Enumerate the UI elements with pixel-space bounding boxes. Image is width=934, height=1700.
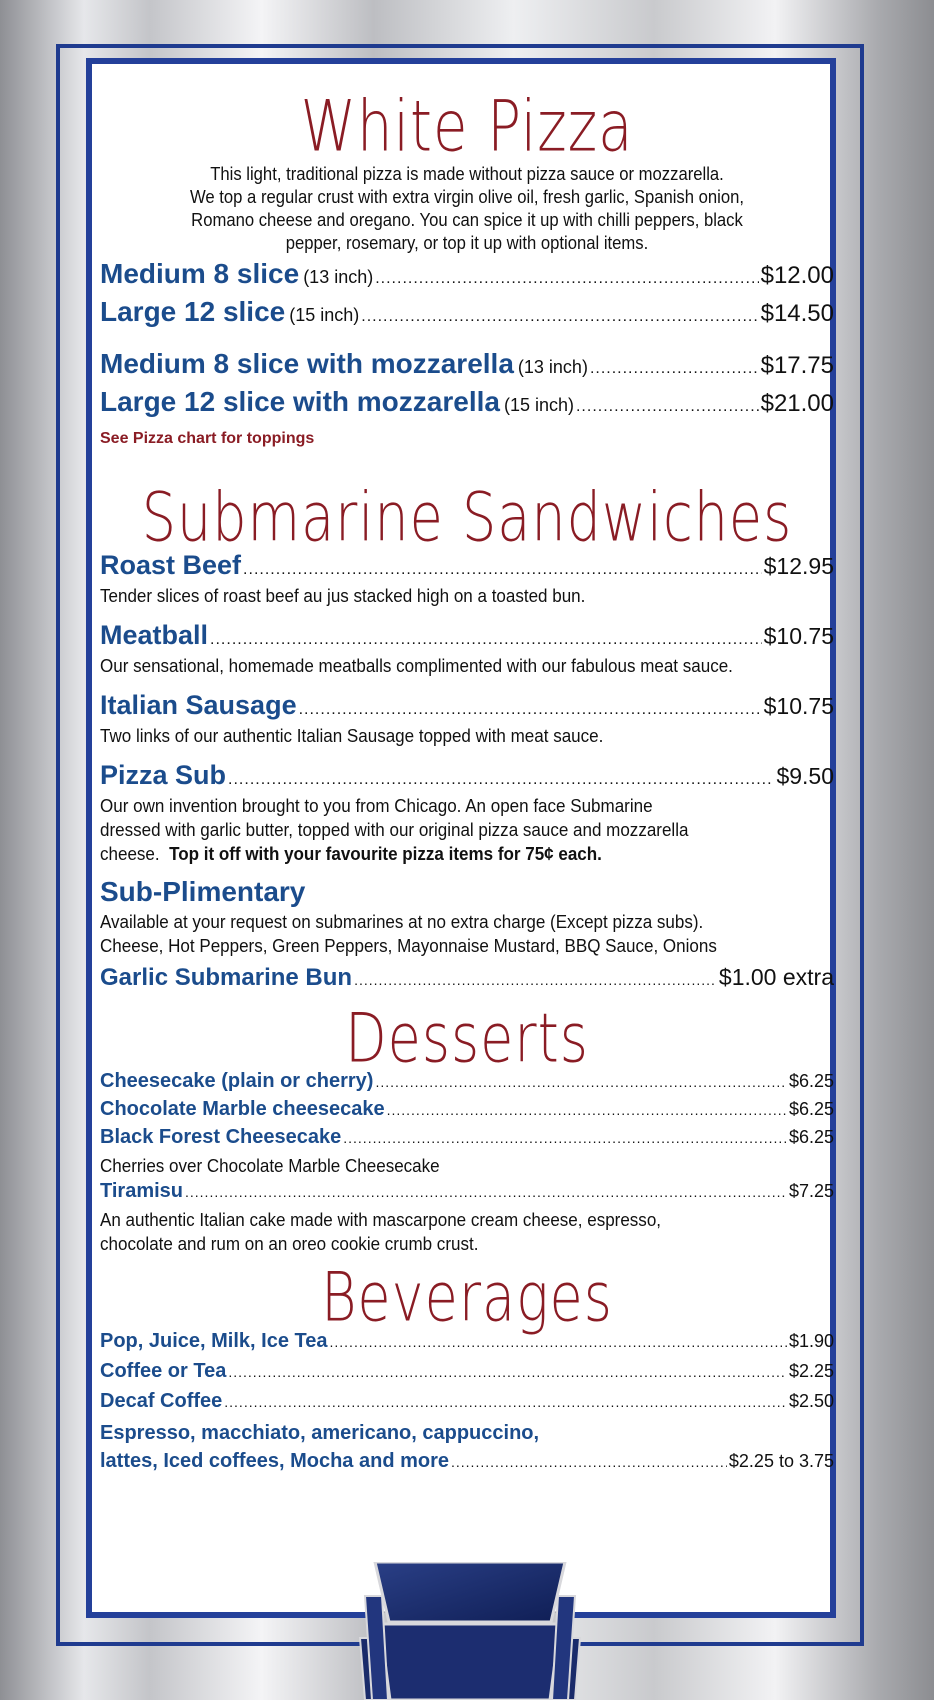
item-price: $7.25 [788,1181,834,1201]
item-price: $1.00 extra [718,964,834,990]
dot-leader [375,270,758,288]
sub-plimentary-title: Sub-Plimentary [100,876,306,907]
white-pizza-intro [137,162,798,254]
item-price: $6.25 [788,1071,834,1091]
item-size-note: (13 inch) [517,357,588,377]
toppings-note: See Pizza chart for toppings [100,430,315,447]
menu-item-medium-8-slice [100,258,834,296]
item-price: $9.50 [776,763,834,789]
dot-leader [228,1364,787,1380]
dot-leader [590,360,759,378]
item-name: Roast Beef [100,550,242,580]
dot-leader [451,1454,727,1470]
menu-item-medium-mozzarella [100,348,834,386]
item-name: Decaf Coffee [100,1390,223,1412]
menu-item-italian-sausage [100,690,834,724]
item-name: Large 12 slice with mozzarella [100,386,500,417]
item-price: $1.90 [788,1331,834,1351]
item-price: $17.75 [760,352,834,379]
dot-leader [210,631,762,649]
item-name: Garlic Submarine Bun [100,964,353,991]
item-name: Pizza Sub [100,760,227,790]
menu-content [100,60,834,1480]
intro-line: Romano cheese and oregano. You can spice it up with chilli peppers, black [191,209,743,230]
item-name: lattes, Iced coffees, Mocha and more [100,1450,449,1472]
item-price: $10.75 [763,693,834,719]
menu-item-pizza-sub [100,760,834,794]
item-name: Meatball [100,620,209,650]
dot-leader [185,1184,787,1200]
item-name: Chocolate Marble cheesecake [100,1098,385,1120]
description-highlight: Top it off with your favourite pizza items for 75¢ each. [169,843,602,864]
item-name: Pop, Juice, Milk, Ice Tea [100,1330,328,1352]
menu-item-black-forest [100,1126,834,1154]
item-description: Cherries over Chocolate Marble Cheesecake [100,1155,440,1176]
item-description [100,842,775,866]
menu-item-large-12-slice [100,296,834,334]
dot-leader [299,701,762,719]
item-description: Tender slices of roast beef au jus stacked high on a toasted bun. [100,585,586,606]
item-price: $6.25 [788,1127,834,1147]
art-deco-ornament [350,1562,590,1700]
item-price: $21.00 [760,390,834,417]
dot-leader [243,561,762,579]
sub-plimentary-text: Cheese, Hot Peppers, Green Peppers, Mayonnaise Mustard, BBQ Sauce, Onions [100,935,717,956]
menu-item-decaf [100,1390,834,1420]
menu-item-garlic-bun [100,964,834,996]
menu-item-chocolate-marble [100,1098,834,1126]
item-name: Tiramisu [100,1180,183,1202]
item-price: $6.25 [788,1099,834,1119]
intro-line: pepper, rosemary, or top it up with optional items. [285,232,649,253]
item-size-note: (13 inch) [303,267,374,287]
item-price: $12.00 [760,262,834,289]
item-description: dressed with garlic butter, topped with our original pizza sauce and mozzarella [100,819,689,840]
menu-item-espresso-line1 [100,1422,834,1450]
sub-plimentary-text: Available at your request on submarines at no extra charge (Except pizza subs). [100,911,704,932]
item-price: $2.25 [788,1361,834,1381]
menu-item-meatball [100,620,834,654]
item-description: Two links of our authentic Italian Sausage topped with meat sauce. [100,725,604,746]
ornament-step [380,1624,560,1700]
dot-leader [387,1102,787,1118]
item-name: Medium 8 slice with mozzarella [100,348,514,379]
item-description: Our own invention brought to you from Chicago. An open face Submarine [100,795,653,816]
item-price: $12.95 [763,553,834,579]
item-name: Large 12 slice [100,296,286,327]
item-name: Medium 8 slice [100,258,300,289]
item-name: Coffee or Tea [100,1360,227,1382]
menu-item-tiramisu [100,1180,834,1208]
white-pizza-title: White Pizza [300,86,634,168]
menu-item-coffee-tea [100,1360,834,1390]
item-name: Black Forest Cheesecake [100,1126,342,1148]
item-name: Italian Sausage [100,690,297,720]
item-price: $2.25 to 3.75 [728,1451,834,1471]
dot-leader [354,972,717,988]
item-description: Our sensational, homemade meatballs complimented with our fabulous meat sauce. [100,655,733,676]
dot-leader [576,398,759,416]
beverages-title: Beverages [321,1258,613,1337]
dot-leader [361,308,758,326]
item-price: $2.50 [788,1391,834,1411]
item-description: chocolate and rum on an oreo cookie crumb crust. [100,1233,479,1254]
menu-item-large-mozzarella [100,386,834,424]
ornament-step [375,1562,565,1622]
description-text: cheese. [100,843,160,864]
intro-line: We top a regular crust with extra virgin olive oil, fresh garlic, Spanish onion, [189,186,745,207]
item-description: An authentic Italian cake made with mascarpone cream cheese, espresso, [100,1209,662,1230]
desserts-title: Desserts [345,999,589,1078]
dot-leader [224,1394,787,1410]
item-name: Cheesecake (plain or cherry) [100,1070,374,1092]
dot-leader [228,771,774,789]
item-size-note: (15 inch) [289,305,360,325]
item-size-note: (15 inch) [503,395,574,415]
menu-item-espresso [100,1450,834,1480]
item-name: Espresso, macchiato, americano, cappuccino, [100,1422,540,1444]
item-price: $10.75 [763,623,834,649]
dot-leader [343,1130,787,1146]
item-price: $14.50 [760,300,834,327]
intro-line: This light, traditional pizza is made without pizza sauce or mozzarella. [210,163,724,184]
submarine-title: Submarine Sandwiches [141,478,793,557]
